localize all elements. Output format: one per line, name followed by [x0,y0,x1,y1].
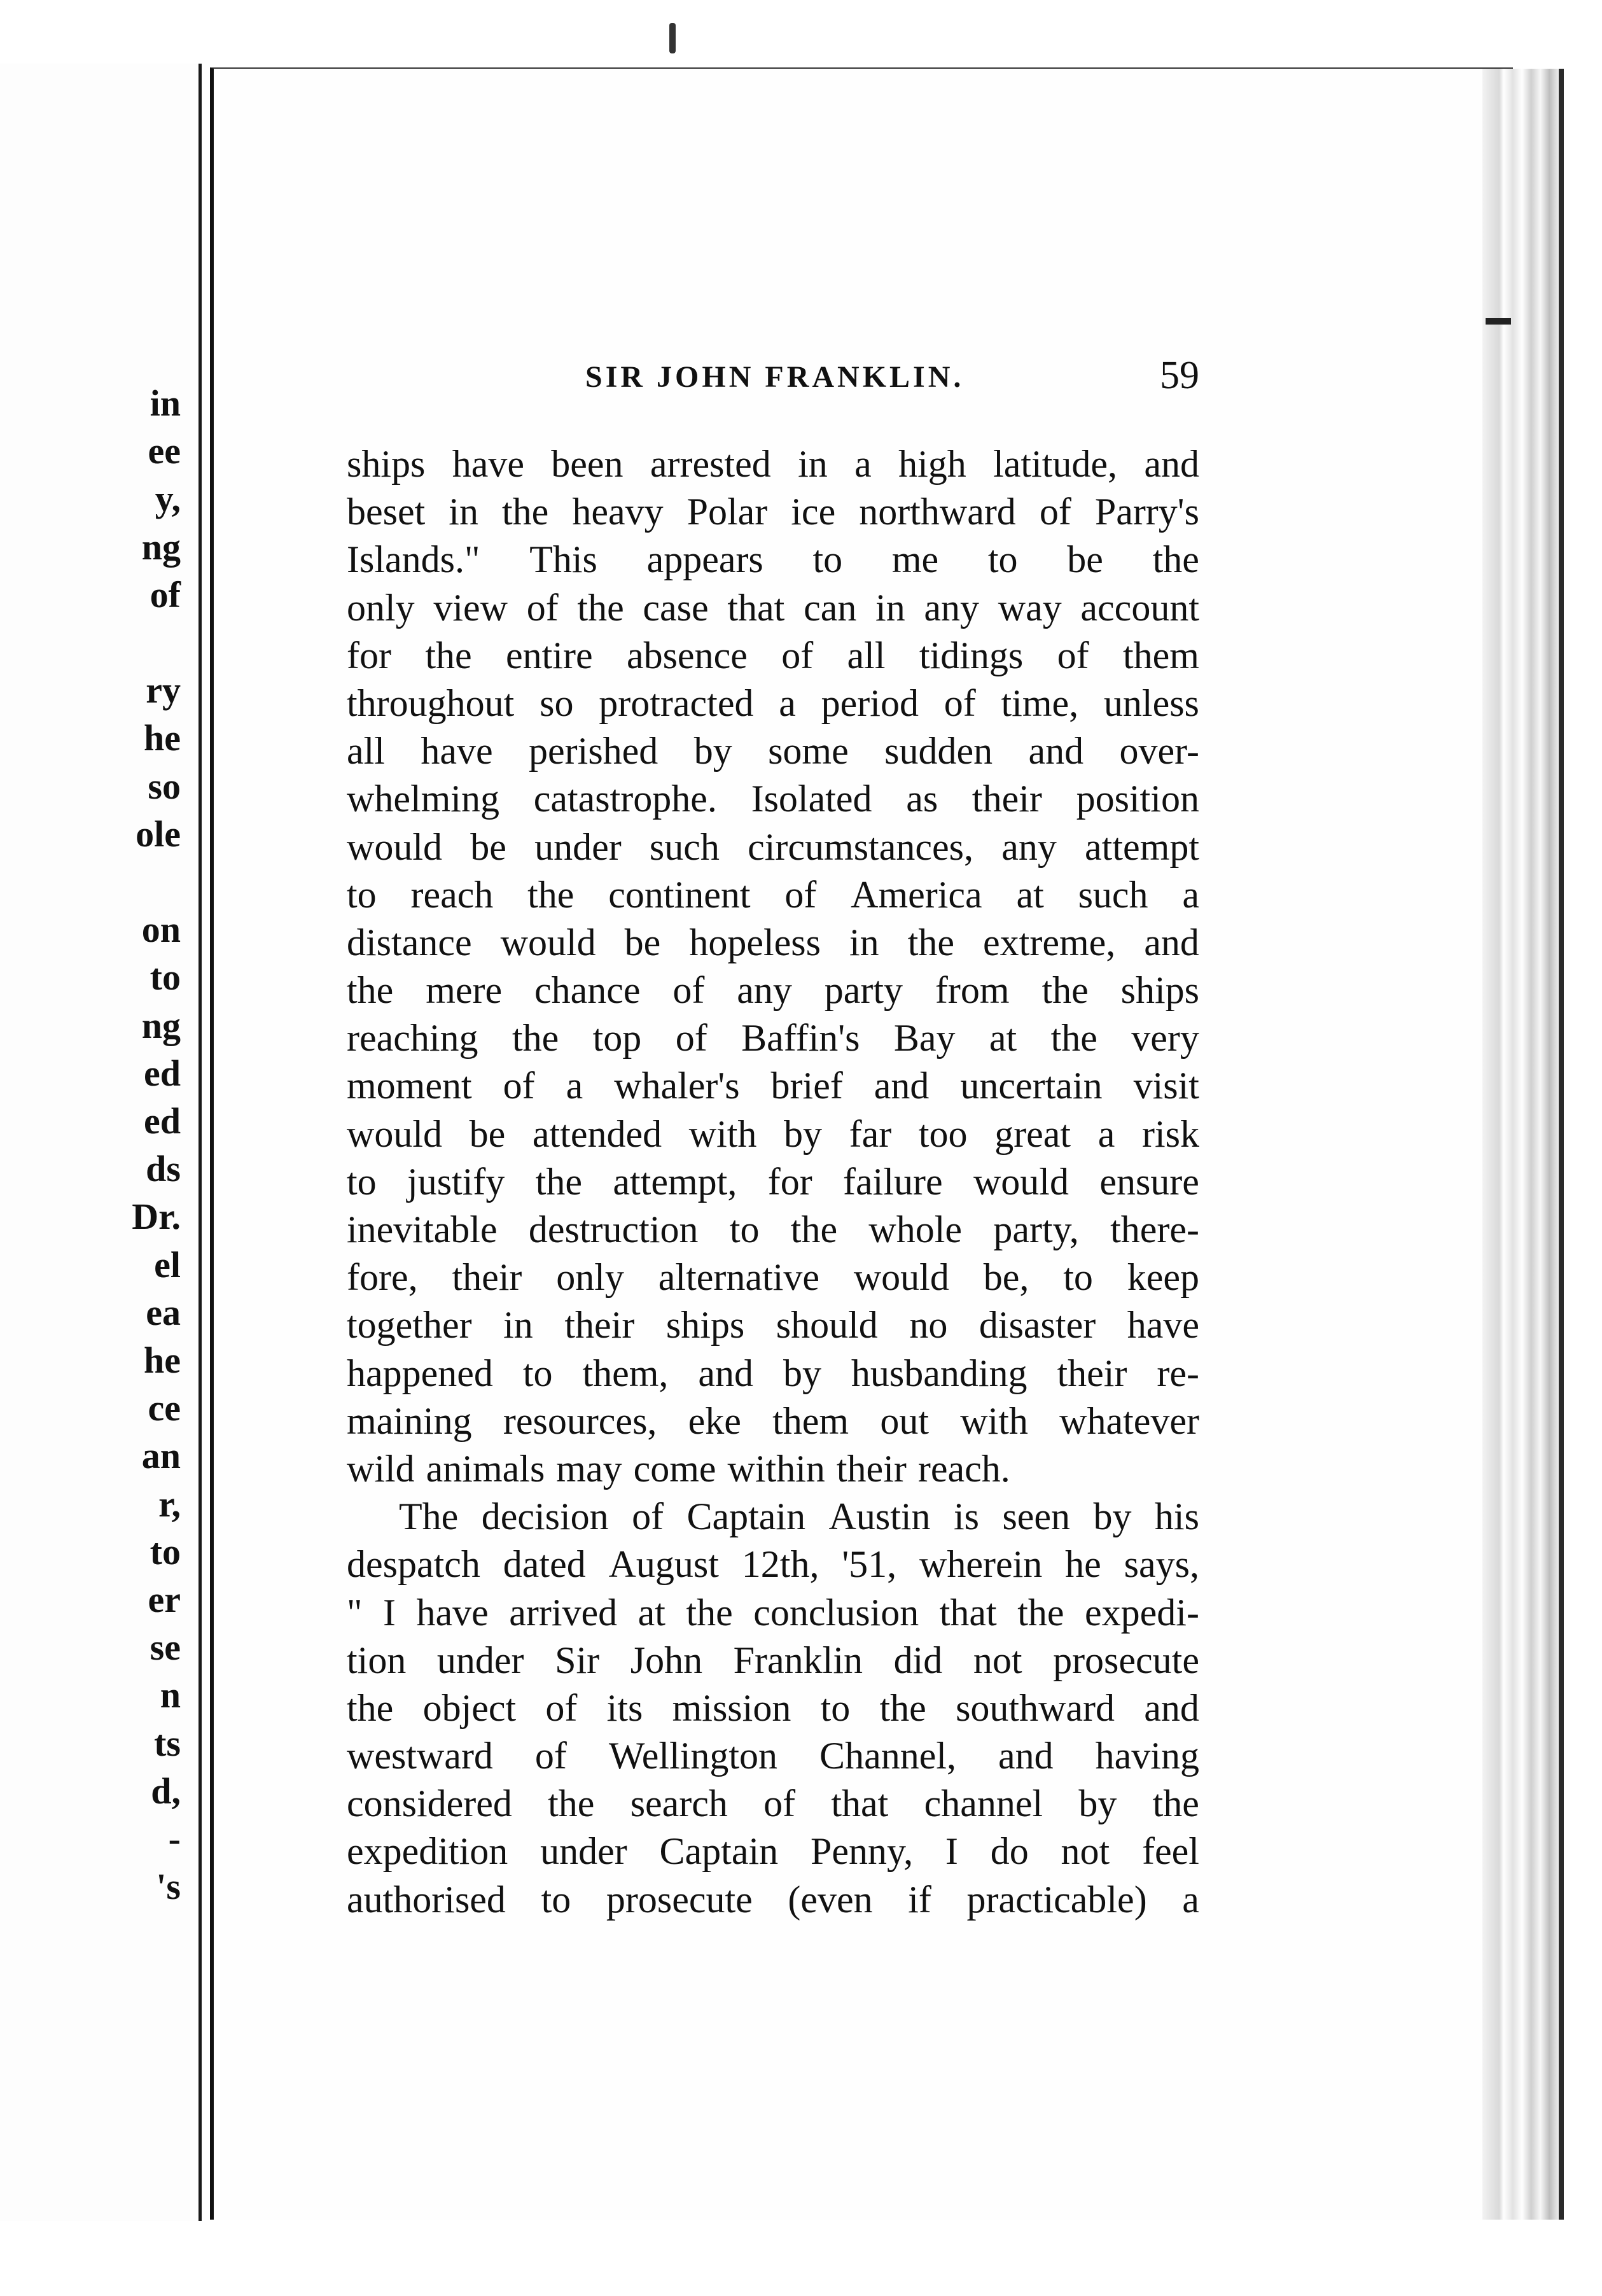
text-line: Islands." This appears to me to be the [347,538,1199,581]
left-page-fragment: to [150,1530,181,1572]
text-line: fore, their only alternative would be, to keep [347,1256,1199,1299]
left-page-fragment: d, [151,1770,181,1812]
text-line: distance would be hopeless in the extreme, and [347,921,1199,963]
left-page-fragment: ce [148,1387,181,1429]
left-page-fragment: y, [155,478,181,520]
text-line: westward of Wellington Channel, and having [347,1735,1199,1777]
page-number: 59 [1160,354,1199,397]
left-page-fragment: ng [141,1004,181,1046]
text-line: beset in the heavy Polar ice northward of Parry's [347,491,1199,533]
text-line: The decision of Captain Austin is seen by his [399,1495,1199,1538]
left-page-fragment: ts [154,1722,181,1764]
text-line: ships have been arrested in a high latitude, and [347,443,1199,485]
left-page-fragment: ole [136,813,181,855]
text-line: to justify the attempt, for failure would ensure [347,1160,1199,1203]
text-line: would be attended with by far too great a risk [347,1112,1199,1155]
page-edge-stack [1482,69,1564,2220]
left-page-fragment: n [160,1674,181,1716]
text-line: maining resources, eke them out with whatever [347,1399,1199,1442]
left-page-fragment: ee [148,430,181,472]
left-page-fragment: - [168,1818,181,1859]
text-line: happened to them, and by husbanding their re- [347,1352,1199,1394]
left-page-fragment: ed [144,1100,181,1142]
text-line: authorised to prosecute (even if practicable) a [347,1878,1199,1921]
text-line: would be under such circumstances, any attempt [347,825,1199,868]
text-line: only view of the case that can in any way account [347,586,1199,629]
text-line: " I have arrived at the conclusion that the expedi- [347,1591,1199,1634]
left-page-fragment: he [144,1340,181,1381]
left-page-fragment: ng [141,526,181,568]
text-line: for the entire absence of all tidings of them [347,634,1199,676]
text-line: the object of its mission to the southward and [347,1686,1199,1729]
left-page-fragment: r, [158,1483,181,1525]
left-facing-page [0,64,202,2221]
text-line: wild animals may come within their reach. [347,1447,1010,1490]
text-line: considered the search of that channel by the [347,1782,1199,1825]
left-page-fragment: er [148,1579,181,1620]
left-page-fragment: ds [146,1148,181,1190]
running-head [347,353,1199,404]
left-page-fragment: on [141,909,181,951]
left-page-fragment: so [148,765,181,807]
left-page-fragment: in [150,382,181,424]
left-page-fragment: of [150,573,181,615]
scan-speck-mark [669,23,676,53]
left-page-fragment: Dr. [132,1196,181,1238]
left-page-fragment: ea [146,1291,181,1333]
body-text [347,440,1199,1924]
left-page-fragment: he [144,717,181,759]
text-line: moment of a whaler's brief and uncertain visit [347,1065,1199,1107]
left-page-fragment: 's [156,1866,181,1908]
left-page-fragment: ry [146,669,181,711]
left-page-fragment: se [150,1627,181,1669]
text-line: expedition under Captain Penny, I do not feel [347,1830,1199,1873]
text-line: together in their ships should no disaster have [347,1304,1199,1347]
text-line: reaching the top of Baffin's Bay at the very [347,1017,1199,1060]
text-line: tion under Sir John Franklin did not prosecute [347,1639,1199,1681]
left-page-fragment: an [141,1435,181,1477]
left-page-fragment: ed [144,1052,181,1094]
text-line: whelming catastrophe. Isolated as their position [347,778,1199,820]
text-line: inevitable destruction to the whole party, there- [347,1208,1199,1250]
text-line: all have perished by some sudden and over- [347,730,1199,773]
left-page-fragment: el [154,1243,181,1285]
page-edge-tab [1486,318,1511,325]
left-page-fragment: to [150,956,181,998]
text-line: to reach the continent of America at such a [347,873,1199,916]
running-head-title: SIR JOHN FRANKLIN. [585,360,965,394]
text-line: the mere chance of any party from the ships [347,969,1199,1012]
text-line: despatch dated August 12th, '51, wherein he says, [347,1543,1199,1586]
text-line: throughout so protracted a period of time, unless [347,682,1199,724]
